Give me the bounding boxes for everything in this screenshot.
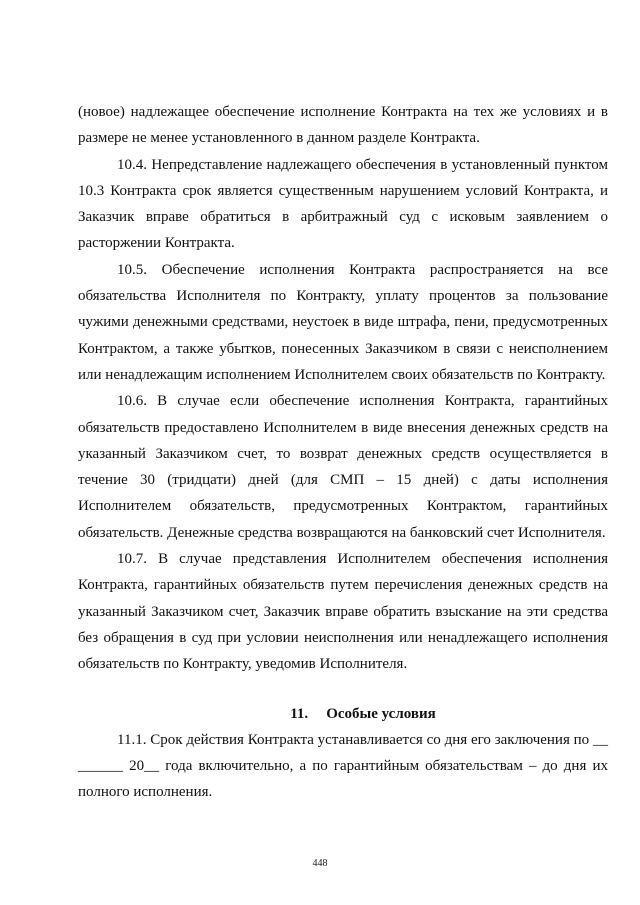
paragraph-continuation: (новое) надлежащее обеспечение исполнение Контракта на тех же условиях и в размере не менее установленного в данном разделе Контракта.	[78, 104, 608, 147]
section-number: 11.	[290, 705, 309, 722]
paragraph-11-1: 11.1. Срок действия Контракта устанавливается со дня его заключения по __ ______ 20__ года включительно, а по гарантийным обязательствам – до дня их полного исполнения.	[78, 731, 608, 801]
document-body	[78, 99, 608, 806]
paragraph-10-6: 10.6. В случае если обеспечение исполнения Контракта, гарантийных обязательств предоставлено Исполнителем в виде внесения денежных средств на указанный Заказчиком счет, то возврат денежных средств осуществляется в течение 30 (тридцати) дней (для СМП – 15 дней) с даты исполнения Исполнителем обязательств, предусмотренных Контрактом, гарантийных обязательств. Денежные средства возвращаются на банковский счет Исполнителя.	[78, 393, 608, 541]
section-title: Особые условия	[326, 705, 436, 722]
section-heading	[78, 701, 608, 727]
paragraph-10-4: 10.4. Непредставление надлежащего обеспечения в установленный пунктом 10.3 Контракта срок является существенным нарушением условий Контракта, и Заказчик вправе обратиться в арбитражный суд с исковым заявлением о расторжении Контракта.	[78, 156, 608, 252]
paragraph-10-7: 10.7. В случае представления Исполнителем обеспечения исполнения Контракта, гарантийных обязательств путем перечисления денежных средств на указанный Заказчиком счет, Заказчик вправе обратить взыскание на эти средства без обращения в суд при условии неисполнения или ненадлежащего исполнения обязательств по Контракту, уведомив Исполнителя.	[78, 551, 608, 673]
paragraph-10-5: 10.5. Обеспечение исполнения Контракта распространяется на все обязательства Исполнителя по Контракту, уплату процентов за пользование чужими денежными средствами, неустоек в виде штрафа, пени, предусмотренных Контрактом, а также убытков, понесенных Заказчиком в связи с неисполнением или ненадлежащим исполнением Исполнителем своих обязательств по Контракту.	[78, 261, 608, 383]
page-number: 448	[312, 858, 328, 869]
